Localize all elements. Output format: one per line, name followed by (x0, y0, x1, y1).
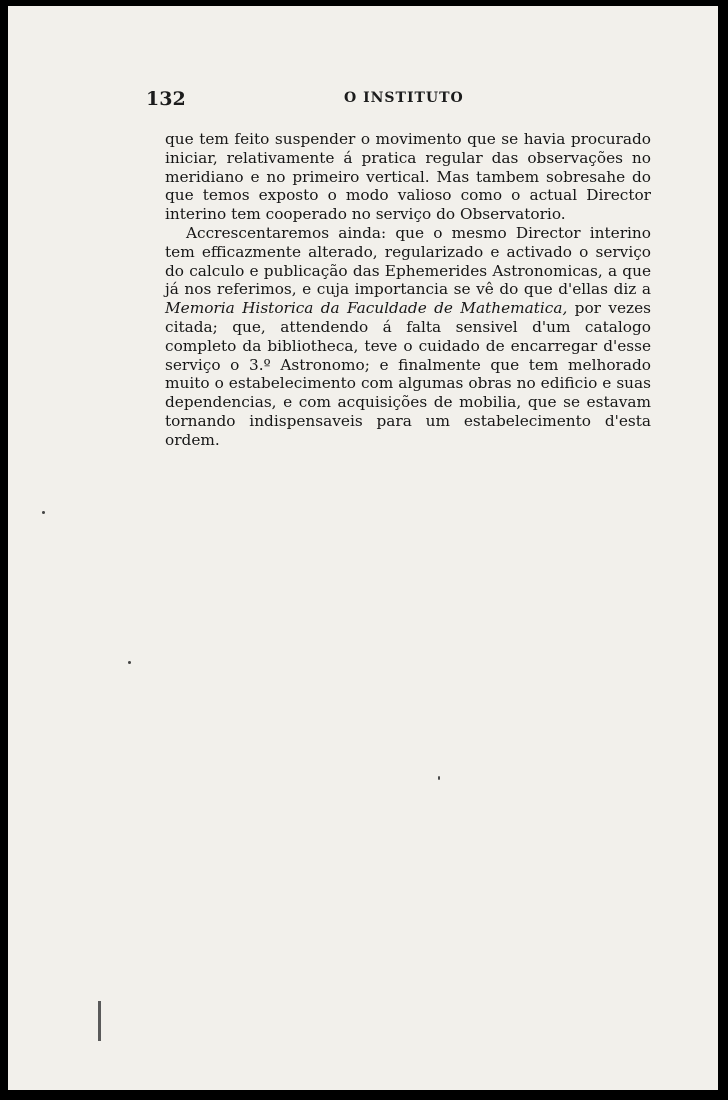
margin-ink-mark (98, 1001, 101, 1041)
paragraph-2 (165, 224, 651, 450)
paragraph-2-text-after: por vezes citada; que, attendendo á falta sensivel d'um catalogo completo da bibliotheca, teve o cuidado de encarregar d'esse serviço o 3.º Astronomo; e finalmente que tem melhorado muito o estabelecimento com algumas obras no edificio e suas dependencias, e com acquisições de mobilia, que se estavam tornando indispensaveis para um estabelecimento d'esta ordem. (165, 299, 651, 449)
page-number: 132 (146, 88, 186, 110)
ink-speck (438, 776, 440, 780)
page-header (146, 88, 646, 112)
ink-speck (42, 511, 45, 514)
body-text (165, 130, 651, 450)
paragraph-2-text-before: Accrescentaremos ainda: que o mesmo Director interino tem efficazmente alterado, regularizado e activado o serviço do calculo e publicação das Ephemerides Astronomicas, a que já nos referimos, e cuja importancia se vê do que d'ellas diz a (165, 223, 651, 299)
paragraph-2-italic-title: Memoria Historica da Faculdade de Mathematica, (165, 299, 568, 318)
ink-speck (128, 661, 131, 664)
running-title: O INSTITUTO (344, 90, 464, 106)
book-page (8, 6, 718, 1090)
paragraph-1: que tem feito suspender o movimento que se havia procurado iniciar, relativamente á pratica regular das observações no meridiano e no primeiro vertical. Mas tambem sobresahe do que temos exposto o modo valioso como o actual Director interino tem cooperado no serviço do Observatorio. (165, 130, 651, 224)
